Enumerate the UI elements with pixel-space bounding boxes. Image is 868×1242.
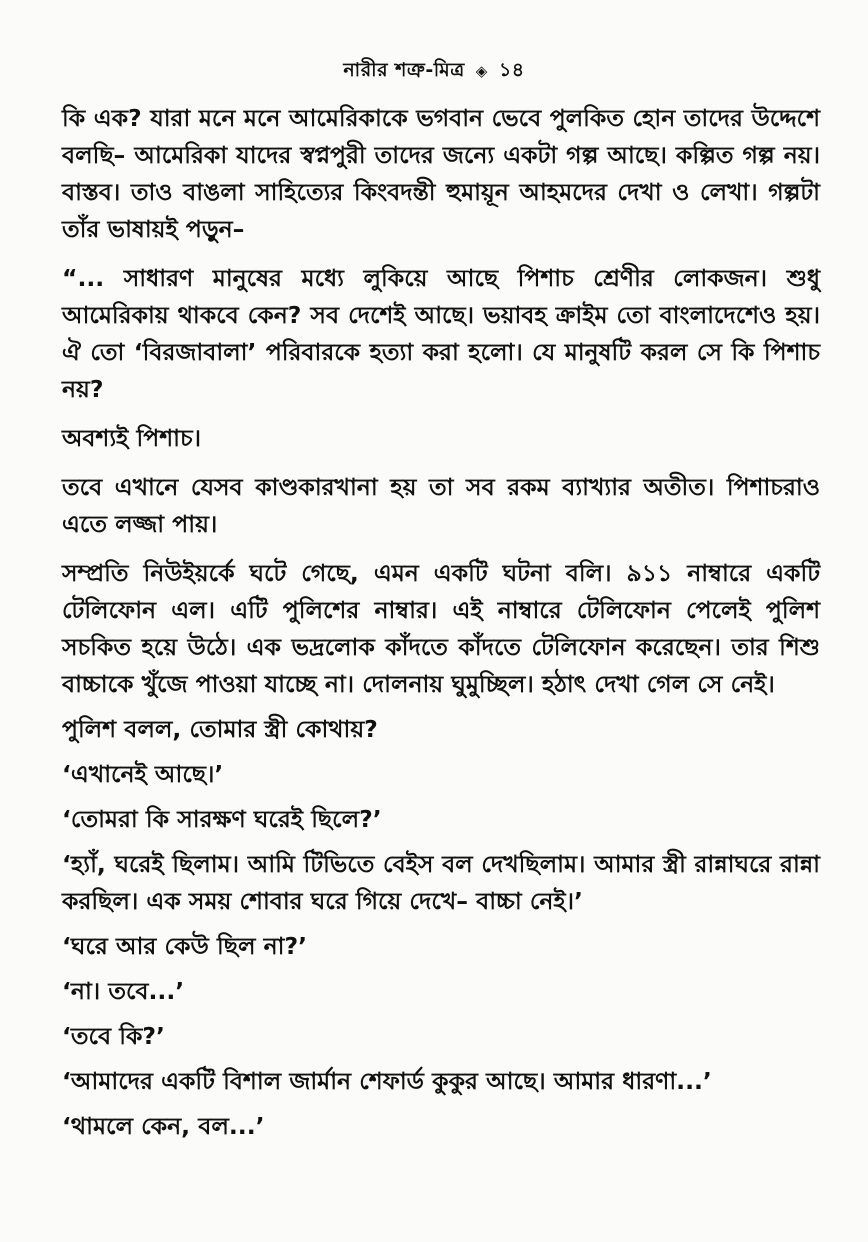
diamond-ornament-icon: ◈ — [475, 61, 488, 80]
paragraph: ‘আমাদের একটি বিশাল জার্মান শেফার্ড কুকুর আছে। আমার ধারণা...’ — [62, 1067, 712, 1095]
paragraph: সম্প্রতি নিউইয়র্কে ঘটে গেছে, এমন একটি ঘটনা বলি। ৯১১ নাম্বারে একটি টেলিফোন এল। এটি পুলিশের নাম্বার। এই নাম্বারে টেলিফোন পেলেই পুলিশ সচকিত হয়ে উঠে। এক ভদ্রলোক কাঁদতে কাঁদতে টেলিফোন করেছেন। তার শিশু বাচ্চাকে খুঁজে পাওয়া যাচ্ছে না। দোলনায় ঘুমুচ্ছিল। হঠাৎ দেখা গেল সে নেই। — [62, 559, 820, 698]
book-title: নারীর শত্রু-মিত্র — [343, 59, 465, 81]
body-text — [62, 100, 820, 1153]
paragraph: ‘হ্যাঁ, ঘরেই ছিলাম। আমি টিভিতে বেইস বল দেখছিলাম। আমার স্ত্রী রান্নাঘরে রান্না করছিল। এক সময় শোবার ঘরে গিয়ে দেখে– বাচ্চা নেই।’ — [62, 850, 820, 915]
paragraph: ‘তোমরা কি সারক্ষণ ঘরেই ছিলে?’ — [62, 805, 382, 833]
paragraph: পুলিশ বলল, তোমার স্ত্রী কোথায়? — [62, 715, 378, 743]
paragraph: ‘এখানেই আছে।’ — [62, 760, 224, 788]
paragraph: ‘তবে কি?’ — [62, 1022, 165, 1050]
running-head — [0, 56, 868, 88]
paragraph: ‘থামলে কেন, বল...’ — [62, 1112, 265, 1140]
paragraph: অবশ্যই পিশাচ। — [62, 424, 202, 452]
paragraph: তবে এখানে যেসব কাণ্ডকারখানা হয় তা সব রকম ব্যাখ্যার অতীত। পিশাচরাও এতে লজ্জা পায়। — [62, 473, 820, 538]
page-number: ১৪ — [498, 59, 525, 81]
paragraph: ‘না। তবে...’ — [62, 977, 185, 1005]
paragraph: ‘ঘরে আর কেউ ছিল না?’ — [62, 932, 308, 960]
paragraph: “... সাধারণ মানুষের মধ্যে লুকিয়ে আছে পিশাচ শ্রেণীর লোকজন। শুধু আমেরিকায় থাকবে কেন? সব দেশেই আছে। ভয়াবহ ক্রাইম তো বাংলাদেশেও হয়। ঐ তো ‘বিরজাবালা’ পরিবারকে হত্যা করা হলো। যে মানুষটি করল সে কি পিশাচ নয়? — [62, 264, 820, 403]
paragraph: কি এক? যারা মনে মনে আমেরিকাকে ভগবান ভেবে পুলকিত হোন তাদের উদ্দেশে বলছি– আমেরিকা যাদের স্বপ্নপুরী তাদের জন্যে একটা গল্প আছে। কল্পিত গল্প নয়। বাস্তব। তাও বাঙলা সাহিত্যের কিংবদন্তী হুমায়ূন আহমদের দেখা ও লেখা। গল্পটা তাঁর ভাষায়ই পড়ুন– — [62, 104, 820, 243]
